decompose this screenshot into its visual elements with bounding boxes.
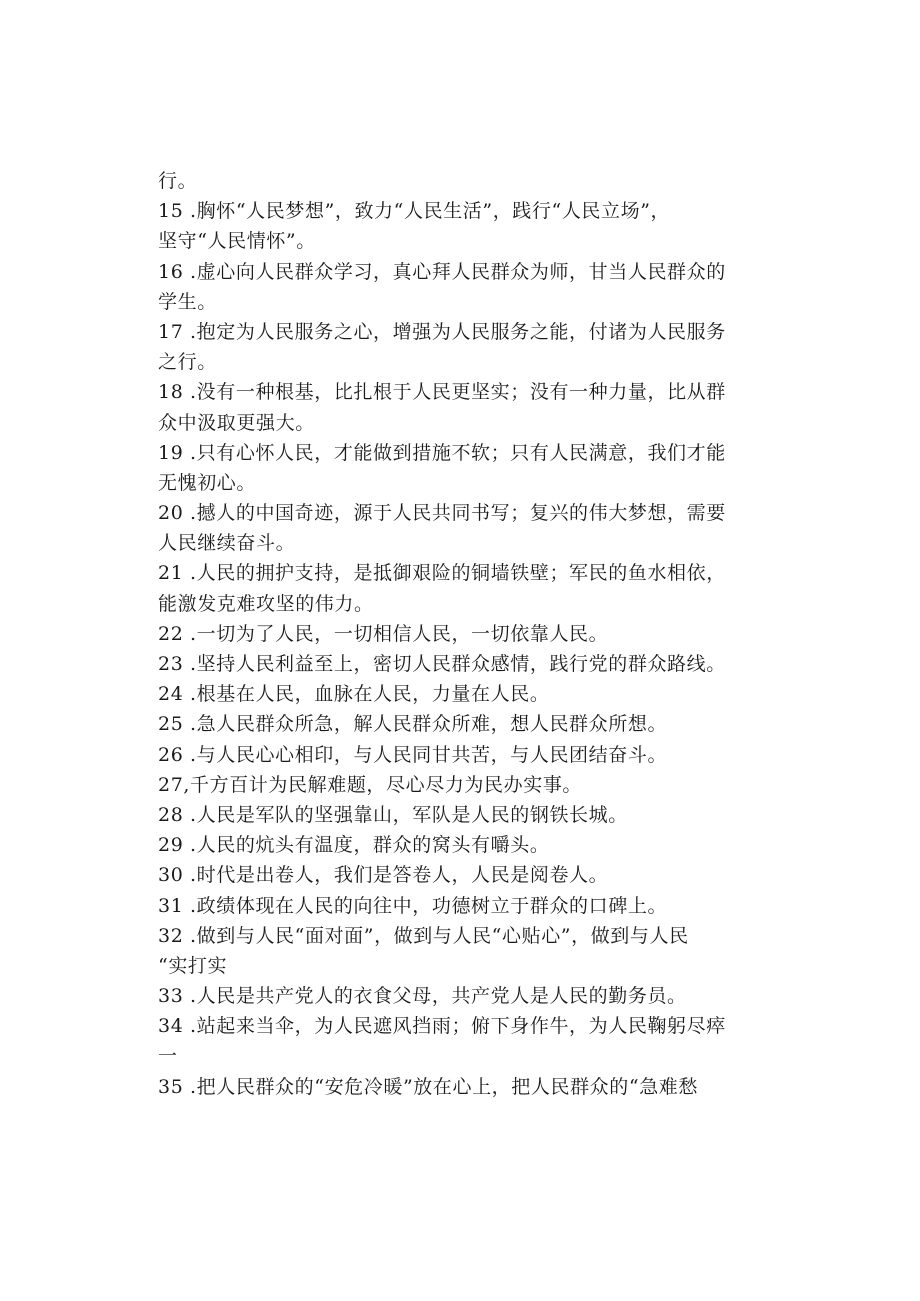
text-line: 29 .人民的炕头有温度，群众的窝头有嚼头。: [158, 834, 550, 857]
text-line: 24 .根基在人民，血脉在人民，力量在人民。: [158, 683, 550, 706]
text-line: 31 .政绩体现在人民的向往中，功德树立于群众的口碑上。: [158, 894, 668, 917]
text-line: 17 .抱定为人民服务之心，增强为人民服务之能，付诸为人民服务: [158, 320, 726, 343]
text-line: 22 .一切为了人民，一切相信人民，一切依靠人民。: [158, 622, 609, 645]
text-line: 无愧初心。: [158, 471, 257, 494]
text-line: 30 .时代是出卷人，我们是答卷人，人民是阅卷人。: [158, 864, 609, 887]
text-line: 一: [158, 1045, 178, 1068]
text-line: 坚守“人民情怀”。: [158, 230, 316, 253]
text-line: 学生。: [158, 290, 217, 313]
text-line: 15 .胸怀“人民梦想”，致力“人民生活”，践行“人民立场”，: [158, 200, 671, 223]
text-line: 18 .没有一种根基，比扎根于人民更坚实；没有一种力量，比从群: [158, 381, 726, 404]
text-line: 28 .人民是军队的坚强靠山，军队是人民的钢铁长城。: [158, 803, 628, 826]
text-line: 20 .撼人的中国奇迹，源于人民共同书写；复兴的伟大梦想，需要: [158, 502, 726, 525]
text-line: 34 .站起来当伞，为人民遮风挡雨；俯下身作牛，为人民鞠躬尽瘁: [158, 1015, 726, 1038]
text-line: 16 .虚心向人民群众学习，真心拜人民群众为师，甘当人民群众的: [158, 260, 726, 283]
text-line: 行。: [158, 170, 198, 192]
text-line: 之行。: [158, 351, 217, 374]
document-body: [158, 166, 758, 1102]
text-line: 能激发克难攻坚的伟力。: [158, 592, 374, 615]
text-line: 23 .坚持人民利益至上，密切人民群众感情，践行党的群众路线。: [158, 653, 726, 675]
text-line: 35 .把人民群众的“安危冷暖”放在心上，把人民群众的“急难愁: [158, 1075, 698, 1098]
text-line: 26 .与人民心心相印，与人民同甘共苦，与人民团结奋斗。: [158, 743, 668, 766]
text-line: 众中汲取更强大。: [158, 411, 315, 434]
text-line: 33 .人民是共产党人的衣食父母，共产党人是人民的勤务员。: [158, 985, 687, 1008]
text-line: 21 .人民的拥护支持，是抵御艰险的铜墙铁壁；军民的鱼水相依，: [158, 562, 726, 585]
text-line: 19 .只有心怀人民，才能做到措施不软；只有人民满意，我们才能: [158, 441, 726, 464]
text-line: 32 .做到与人民“面对面”，做到与人民“心贴心”，做到与人民: [158, 924, 689, 947]
text-line: “实打实: [158, 954, 228, 977]
text-line: 人民继续奋斗。: [158, 532, 296, 555]
text-line: 27,千方百计为民解难题，尽心尽力为民办实事。: [158, 773, 583, 796]
text-line: 25 .急人民群众所急，解人民群众所难，想人民群众所想。: [158, 713, 668, 736]
